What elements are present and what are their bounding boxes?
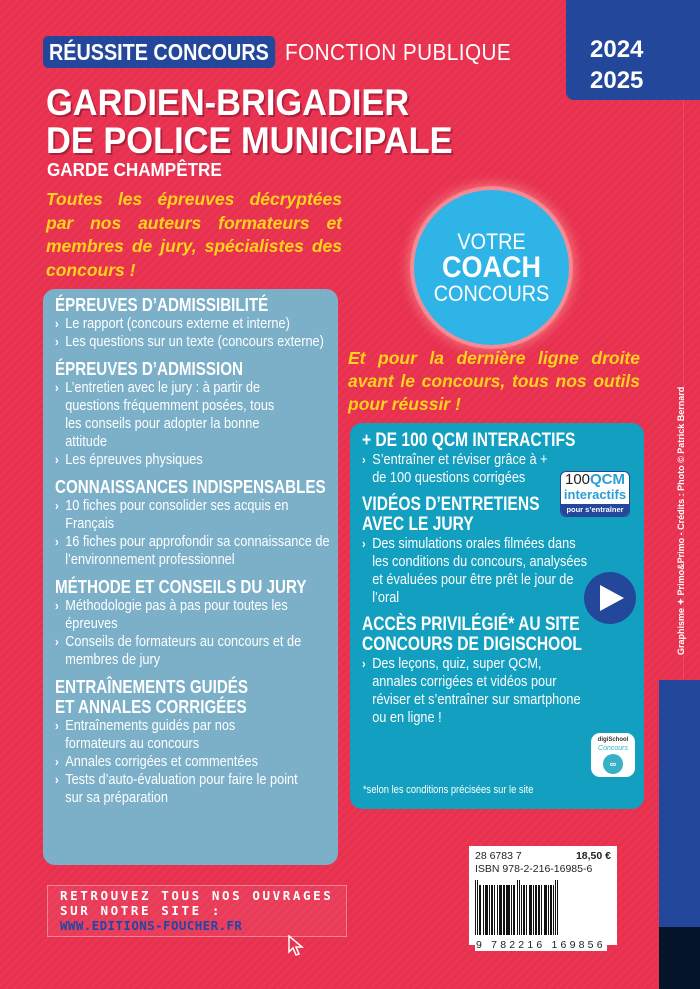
chevron-right-icon: › (55, 754, 59, 769)
list-item: › S’entraîner et réviser grâce à + de 100 questions corrigées (362, 451, 548, 486)
year-box (566, 0, 700, 100)
list-item: › Tests d’auto-évaluation pour faire le point sur sa préparation (55, 771, 298, 806)
chevron-right-icon: › (55, 718, 59, 733)
list-item: › 16 fiches pour approfondir sa connaissance de l’environnement professionnel (55, 533, 330, 568)
qcm-badge-subtitle: interactifs (563, 487, 627, 502)
title-line-2: DE POLICE MUNICIPALE (46, 120, 453, 161)
qcm-badge (560, 471, 630, 517)
list-item: › Des simulations orales filmées dans les conditions du concours, analysées et évaluées pour être prêt le jour de l’oral (362, 535, 587, 606)
cursor-icon (288, 935, 306, 962)
series-badge: RÉUSSITE CONCOURS (43, 36, 275, 68)
chevron-right-icon: › (362, 536, 366, 551)
isbn: ISBN 978-2-216-16985-6 (475, 863, 593, 875)
section-title: ÉPREUVES D’ADMISSIBILITÉ (55, 294, 269, 315)
section-list (55, 597, 338, 669)
chevron-right-icon: › (55, 772, 59, 787)
qcm-badge-caption: pour s’entraîner (561, 504, 629, 516)
website-link[interactable]: WWW.EDITIONS-FOUCHER.FR (60, 918, 243, 933)
section-list (362, 655, 644, 727)
chevron-right-icon: › (55, 316, 59, 331)
coach-line-2: COACH (442, 250, 541, 284)
spine-dark-band (659, 927, 700, 989)
qcm-badge-title: 100QCM (564, 471, 626, 488)
section-list (55, 379, 338, 469)
footnote: *selon les conditions précisées sur le site (363, 784, 534, 796)
spine-blue-band (659, 680, 700, 927)
tools-intro-text: Et pour la dernière ligne droite avant le concours, tous nos outils pour réussir ! (348, 348, 640, 414)
coach-badge (414, 190, 569, 345)
section-title: VIDÉOS D’ENTRETIENS AVEC LE JURY (362, 494, 540, 535)
list-item: › Des leçons, quiz, super QCM, annales corrigées et vidéos pour réviser et s’entraîner sur smartphone ou en ligne ! (362, 655, 581, 726)
chevron-right-icon: › (55, 534, 59, 549)
title-line-1: GARDIEN-BRIGADIER (46, 82, 410, 123)
website-promo (47, 885, 347, 937)
section-list (55, 717, 338, 807)
list-item: › Le rapport (concours externe et interne) (55, 315, 290, 332)
chevron-right-icon: › (55, 598, 59, 613)
year-end: 2025 (590, 67, 644, 94)
list-item: › 10 fiches pour consolider ses acquis en Français (55, 497, 289, 532)
website-line-1: RETROUVEZ TOUS NOS OUVRAGES (60, 888, 334, 903)
section-title: ÉPREUVES D’ADMISSION (55, 358, 243, 379)
chevron-right-icon: › (55, 380, 59, 395)
coach-line-1: VOTRE (457, 228, 526, 254)
series-category: FONCTION PUBLIQUE (285, 39, 512, 65)
price: 18,50 € (575, 850, 611, 862)
chevron-right-icon: › (55, 334, 59, 349)
intro-text: Toutes les épreuves décryptées par nos auteurs formateurs et membres de jury, spécialistes des concours ! (46, 189, 342, 280)
photo-credit: Graphisme ✦ Primo&Primo - Crédits : Photo © Patrick Bernard (676, 386, 686, 655)
chevron-right-icon: › (55, 498, 59, 513)
digischool-brand: digiSchool (597, 737, 629, 743)
list-item: › Annales corrigées et commentées (55, 753, 258, 770)
section-title: ENTRAÎNEMENTS GUIDÉS ET ANNALES CORRIGÉES (55, 676, 249, 717)
list-item: › Conseils de formateurs au concours et de membres de jury (55, 633, 302, 668)
section-title: + DE 100 QCM INTERACTIFS (362, 430, 576, 451)
play-icon (584, 572, 636, 624)
book-subtitle: GARDE CHAMPÊTRE (47, 160, 222, 180)
barcode-label (469, 846, 617, 951)
list-item: › Les questions sur un texte (concours externe) (55, 333, 324, 350)
coach-line-3: CONCOURS (433, 280, 550, 306)
chevron-right-icon: › (55, 634, 59, 649)
list-item: › Méthodologie pas à pas pour toutes les épreuves (55, 597, 288, 632)
section-title: MÉTHODE ET CONSEILS DU JURY (55, 576, 307, 597)
list-item: › L’entretien avec le jury : à partir de questions fréquemment posées, tous les conseils pour adopter la bonne attitude (55, 379, 275, 450)
website-line-2: SUR NOTRE SITE : (60, 903, 223, 918)
barcode-digits: 9 782216 169856 (476, 939, 606, 951)
barcode-icon (475, 880, 611, 935)
product-code: 28 6783 7 (475, 850, 522, 862)
digischool-app-icon (591, 733, 635, 777)
chevron-right-icon: › (55, 452, 59, 467)
book-title (46, 84, 453, 160)
list-item: › Entraînements guidés par nos formateurs au concours (55, 717, 236, 752)
infinity-icon: ∞ (603, 754, 623, 774)
section-title: ACCÈS PRIVILÉGIÉ* AU SITE CONCOURS DE DIGISCHOOL (362, 614, 582, 655)
section-list (55, 497, 338, 569)
section-title: CONNAISSANCES INDISPENSABLES (55, 476, 326, 497)
chevron-right-icon: › (362, 656, 366, 671)
digischool-label: Concours (598, 745, 628, 752)
section-list (55, 315, 338, 351)
chevron-right-icon: › (362, 452, 366, 467)
contents-panel (43, 289, 338, 865)
year-start: 2024 (590, 36, 644, 63)
list-item: › Les épreuves physiques (55, 451, 203, 468)
